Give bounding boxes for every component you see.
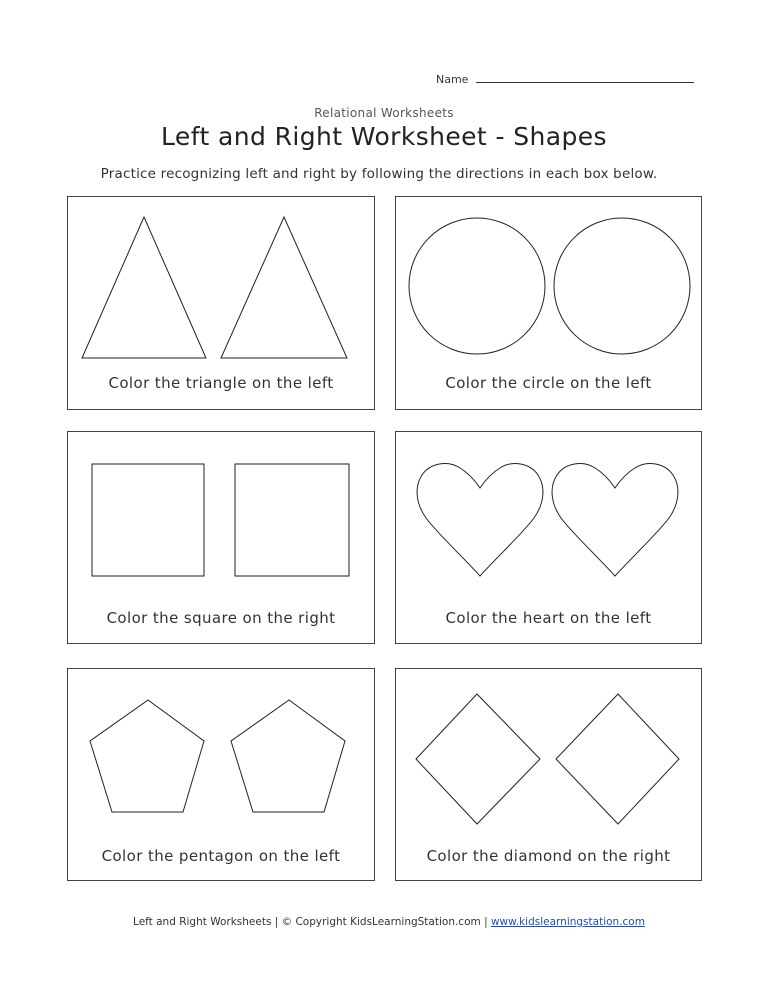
box-circles bbox=[395, 196, 702, 410]
box-caption: Color the triangle on the left bbox=[108, 374, 334, 392]
box-triangles bbox=[67, 196, 375, 410]
right-circle[interactable] bbox=[554, 218, 690, 354]
footer bbox=[0, 916, 768, 928]
box-caption: Color the diamond on the right bbox=[426, 847, 671, 865]
box-hearts bbox=[395, 431, 702, 644]
footer-copyright: Left and Right Worksheets | © Copyright KidsLearningStation.com | bbox=[133, 916, 488, 928]
left-circle[interactable] bbox=[409, 218, 545, 354]
box-caption: Color the pentagon on the left bbox=[101, 847, 341, 865]
box-diamonds bbox=[395, 668, 702, 881]
name-field[interactable] bbox=[436, 72, 694, 86]
right-diamond[interactable] bbox=[556, 694, 679, 824]
right-triangle[interactable] bbox=[221, 217, 347, 358]
box-caption: Color the heart on the left bbox=[445, 609, 652, 627]
footer-website-link[interactable]: www.kidslearningstation.com bbox=[490, 916, 645, 928]
left-diamond[interactable] bbox=[416, 694, 540, 824]
left-square[interactable] bbox=[92, 464, 204, 576]
box-squares bbox=[67, 431, 375, 644]
name-label: Name bbox=[436, 73, 469, 86]
page-title: Left and Right Worksheet - Shapes bbox=[161, 122, 607, 151]
left-pentagon[interactable] bbox=[90, 700, 204, 812]
box-pentagons bbox=[67, 668, 375, 881]
left-heart[interactable] bbox=[417, 464, 543, 576]
name-blank-line[interactable] bbox=[476, 72, 694, 83]
box-caption: Color the square on the right bbox=[106, 609, 336, 627]
box-caption: Color the circle on the left bbox=[445, 374, 652, 392]
right-square[interactable] bbox=[235, 464, 349, 576]
left-triangle[interactable] bbox=[82, 217, 206, 358]
instructions-text: Practice recognizing left and right by following the directions in each box below. bbox=[100, 166, 658, 182]
right-pentagon[interactable] bbox=[231, 700, 345, 812]
worksheet-category: Relational Worksheets bbox=[314, 106, 454, 120]
right-heart[interactable] bbox=[552, 464, 678, 576]
